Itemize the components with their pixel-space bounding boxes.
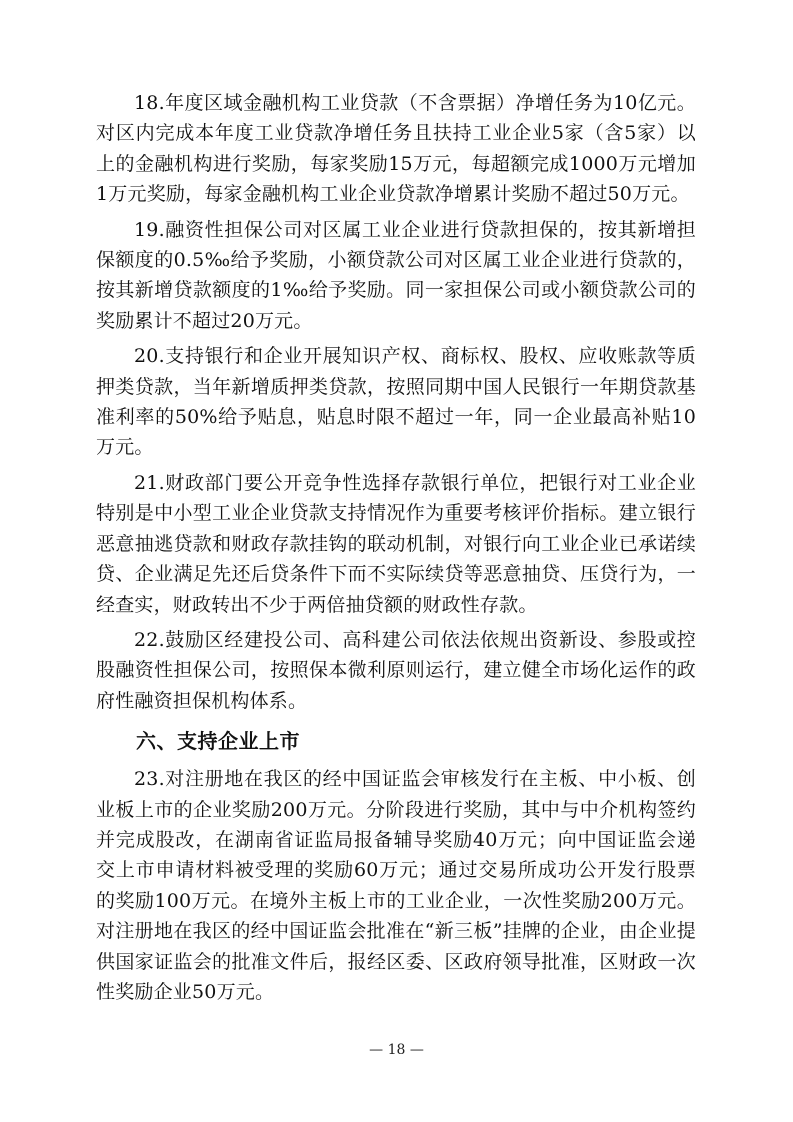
page-number: — 18 — xyxy=(369,1042,424,1058)
paragraph-18: 18.年度区域金融机构工业贷款（不含票据）净增任务为10亿元。对区内完成本年度工业贷款净增任务且扶持工业企业5家（含5家）以上的金融机构进行奖励，每家奖励15万元，每超额完成1000万元增加1万元奖励，每家金融机构工业企业贷款净增累计奖励不超过50万元。 xyxy=(96,92,696,206)
paragraph-22: 22.鼓励区经建投公司、高科建公司依法依规出资新设、参股或控股融资性担保公司，按照保本微利原则运行，建立健全市场化运作的政府性融资担保机构体系。 xyxy=(96,628,696,712)
paragraph-23: 23.对注册地在我区的经中国证监会审核发行在主板、中小板、创业板上市的企业奖励200万元。分阶段进行奖励，其中与中介机构签约并完成股改，在湖南省证监局报备辅导奖励40万元；向中国证监会递交上市申请材料被受理的奖励60万元；通过交易所成功公开发行股票的奖励100万元。在境外主板上市的工业企业，一次性奖励200万元。对注册地在我区的经中国证监会批准在“新三板”挂牌的企业，由企业提供国家证监会的批准文件后，报经区委、区政府领导批准，区财政一次性奖励企业50万元。 xyxy=(96,768,696,1003)
paragraph-19: 19.融资性担保公司对区属工业企业进行贷款担保的，按其新增担保额度的0.5‰给予奖励，小额贷款公司对区属工业企业进行贷款的，按其新增贷款额度的1‰给予奖励。同一家担保公司或小额贷款公司的奖励累计不超过20万元。 xyxy=(96,218,696,332)
page-body xyxy=(96,88,696,1012)
section-heading: 六、支持企业上市 xyxy=(136,729,300,754)
paragraph-20: 20.支持银行和企业开展知识产权、商标权、股权、应收账款等质押类贷款，当年新增质押类贷款，按照同期中国人民银行一年期贷款基准利率的50%给予贴息，贴息时限不超过一年，同一企业最高补贴10万元。 xyxy=(96,345,696,459)
paragraph-21: 21.财政部门要公开竞争性选择存款银行单位，把银行对工业企业特别是中小型工业企业贷款支持情况作为重要考核评价指标。建立银行恶意抽逃贷款和财政存款挂钩的联动机制，对银行向工业企业已承诺续贷、企业满足先还后贷条件下而不实际续贷等恶意抽贷、压贷行为，一经查实，财政转出不少于两倍抽贷额的财政性存款。 xyxy=(96,471,696,616)
